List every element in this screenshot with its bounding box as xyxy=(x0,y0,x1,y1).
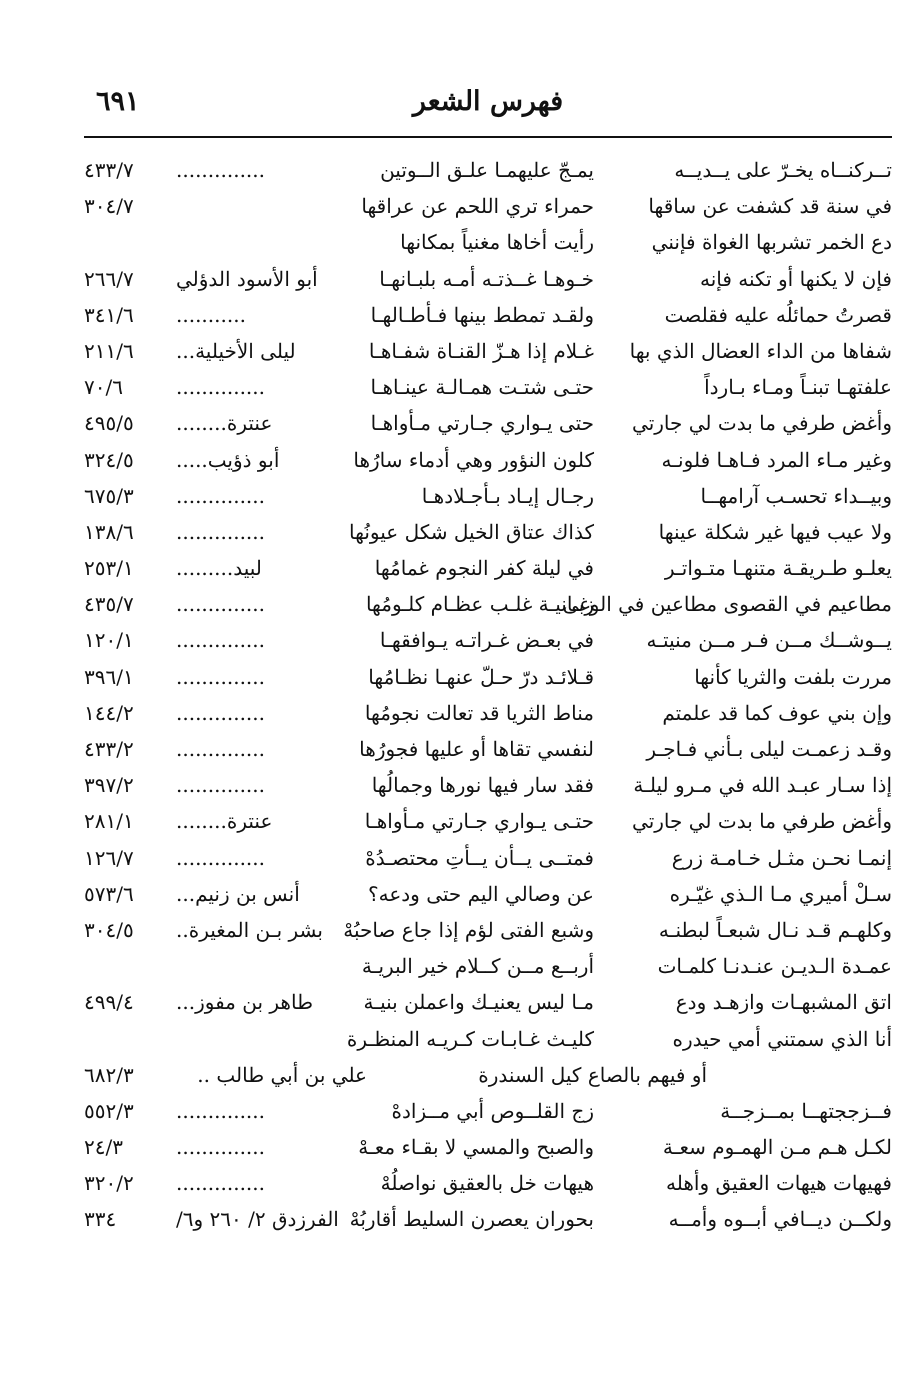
page-reference: ٢٥٣/١ xyxy=(84,556,134,581)
index-entry xyxy=(84,333,892,369)
page-reference: ١٢٠/١ xyxy=(84,628,134,653)
verse-first-hemistich: مطاعيم في القصوى مطاعين في الوغى xyxy=(562,592,892,617)
poet-name: .............. xyxy=(176,845,266,870)
page-reference: ٥٧٣/٦ xyxy=(84,881,134,906)
index-entry xyxy=(84,188,892,224)
verse-first-hemistich: فهيهات هيهات العقيق وأهله xyxy=(666,1171,892,1196)
page-reference: ٢١١/٦ xyxy=(84,338,134,363)
index-entry xyxy=(84,1021,892,1057)
index-entry xyxy=(84,840,892,876)
page-reference: ٦٨٢/٣ xyxy=(84,1062,134,1087)
verse-second-hemistich: فقد سار فيها نورها وجمالُها xyxy=(371,773,594,798)
page-reference: ٣٩٧/٢ xyxy=(84,773,134,798)
verse-second-hemistich: حتى يـواري جـارتي مـأواهـا xyxy=(370,411,594,436)
index-entry xyxy=(84,550,892,586)
verse-first-hemistich: وإن بني عوف كما قد علمتم xyxy=(662,700,892,725)
verse-first-hemistich: أنا الذي سمتني أمي حيدره xyxy=(672,1026,892,1051)
verse-second-hemistich: قـلائـد درّ حـلّ عنهـا نظـامُها xyxy=(368,664,594,689)
verse-second-hemistich: رجـال إيـاد بـأجـلادهـا xyxy=(421,483,594,508)
poet-name: لبيد......... xyxy=(176,556,262,581)
page-reference: ٣٠٤/٥ xyxy=(84,917,134,942)
index-entry xyxy=(84,297,892,333)
poet-name: علي بن أبي طالب .. xyxy=(197,1062,367,1087)
verse-first-hemistich: فــزججتهــا بمــزجــة xyxy=(720,1098,892,1123)
verse-first-hemistich: شفاها من الداء العضال الذي بها xyxy=(629,338,892,363)
verse-second-hemistich: هيهات خل بالعقيق نواصلُهْ xyxy=(380,1171,594,1196)
index-entry xyxy=(84,442,892,478)
poet-name: .............. xyxy=(176,592,266,617)
page-header xyxy=(88,86,888,132)
page-reference: ٢٤/٣ xyxy=(84,1135,123,1160)
poet-name: ليلى الأخيلية... xyxy=(176,338,296,363)
page-reference: ٤٩٥/٥ xyxy=(84,411,134,436)
index-entry xyxy=(84,369,892,405)
verse-line: أو فيهم بالصاع كيل السندرة xyxy=(478,1062,707,1087)
index-entry xyxy=(84,1057,892,1093)
index-entry xyxy=(84,1093,892,1129)
page-reference: ٦٧٥/٣ xyxy=(84,483,134,508)
header-rule xyxy=(84,136,892,138)
page-reference: ٥٥٢/٣ xyxy=(84,1098,134,1123)
poet-name: الفرزدق ٢/ ٢٦٠ و٦/ xyxy=(176,1207,339,1232)
verse-second-hemistich: مـا ليس يعنيـك واعملن بنيـة xyxy=(363,990,594,1015)
index-entry xyxy=(84,1129,892,1165)
verse-second-hemistich: كذاك عتاق الخيل شكل عيونُها xyxy=(349,519,594,544)
verse-second-hemistich: رأيت أخاها مغنياً بمكانها xyxy=(400,230,594,255)
verse-first-hemistich: فإن لا يكنها أو تكنه فإنه xyxy=(699,266,892,291)
verse-first-hemistich: علفتهـا تبنـاً ومـاء بـارداً xyxy=(704,375,892,400)
poet-name: .............. xyxy=(176,773,266,798)
verse-first-hemistich: إنمـا نحـن مثـل خـامـة زرع xyxy=(671,845,892,870)
page-number: ٦٩١ xyxy=(96,86,140,117)
verse-second-hemistich: في ليلة كفر النجوم غمامُها xyxy=(374,556,594,581)
page-reference: ٤٣٥/٧ xyxy=(84,592,134,617)
index-entry xyxy=(84,767,892,803)
page-reference: ٢٦٦/٧ xyxy=(84,266,134,291)
verse-second-hemistich: كليـث غـابـات كـريـه المنظـرة xyxy=(346,1026,594,1051)
poet-name: .............. xyxy=(176,1098,266,1123)
verse-first-hemistich: يعلـو طـريقـة متنهـا متـواتـر xyxy=(664,556,892,581)
verse-first-hemistich: يــوشــك مــن فـر مــن منيتـه xyxy=(646,628,892,653)
index-entry xyxy=(84,478,892,514)
verse-second-hemistich: عن وصالي اليم حتى ودعه؟ xyxy=(368,881,594,906)
index-entry xyxy=(84,984,892,1020)
poet-name: أنس بن زنيم... xyxy=(176,881,300,906)
verse-first-hemistich: وأغض طرفي ما بدت لي جارتي xyxy=(632,809,892,834)
poet-name: .............. xyxy=(176,737,266,761)
index-entry xyxy=(84,1201,892,1237)
page-reference: ١٢٦/٧ xyxy=(84,845,134,870)
verse-first-hemistich: إذا سـار عبـد الله في مـرو ليلـة xyxy=(633,773,892,798)
verse-second-hemistich: وشبع الفتى لؤم إذا جاع صاحبُهْ xyxy=(343,917,594,942)
verse-second-hemistich: حتـى شتـت همـالـة عينـاهـا xyxy=(370,375,594,400)
index-entry xyxy=(84,803,892,839)
poet-name: ........... xyxy=(176,302,246,327)
verse-second-hemistich: لنفسي تقاها أو عليها فجورُها xyxy=(359,737,594,761)
index-entry xyxy=(84,659,892,695)
index-entry xyxy=(84,152,892,188)
verse-second-hemistich: مناط الثريا قد تعالت نجومُها xyxy=(364,700,594,725)
verse-first-hemistich: وغير مـاء المرد فـاهـا فلونـه xyxy=(661,447,892,472)
verse-second-hemistich: يمـجّ عليهمـا علـق الــوتين xyxy=(380,158,594,182)
poet-name: عنترة........ xyxy=(176,809,273,834)
index-entry xyxy=(84,405,892,441)
verse-second-hemistich: في بعـض غـراتـه يـوافقهـا xyxy=(379,628,594,653)
index-entry xyxy=(84,912,892,948)
verse-second-hemistich: بحوران يعصرن السليط أقاربُهْ xyxy=(349,1207,594,1232)
verse-first-hemistich: تــركنــاه يخـرّ على يــديــه xyxy=(674,158,892,182)
verse-first-hemistich: وأغض طرفي ما بدت لي جارتي xyxy=(632,411,892,436)
verse-second-hemistich: حمراء تري اللحم عن عراقها xyxy=(361,194,594,219)
poet-name: .............. xyxy=(176,158,266,182)
verse-first-hemistich: وبيــداء تحسـب آرامهــا xyxy=(700,483,892,508)
poet-name: .............. xyxy=(176,375,266,400)
poet-name: طاهر بن مفوز... xyxy=(176,990,313,1015)
index-entry xyxy=(84,261,892,297)
index-entry xyxy=(84,876,892,912)
poet-name: أبو الأسود الدؤلي xyxy=(176,266,318,291)
index-entry xyxy=(84,731,892,767)
verse-second-hemistich: زج القلــوص أبي مــزادهْ xyxy=(391,1098,594,1123)
index-entry xyxy=(84,622,892,658)
poet-name: بشر بـن المغيرة.. xyxy=(176,917,323,942)
index-entry xyxy=(84,514,892,550)
verse-second-hemistich: فمتــى يــأن يــأتِ محتصـدُهْ xyxy=(365,845,594,870)
poet-name: .............. xyxy=(176,483,266,508)
verse-second-hemistich: خـوهـا غــذتـه أمـه بلبـانهـا xyxy=(379,266,594,291)
verse-first-hemistich: وقـد زعمـت ليلى بـأني فـاجـر xyxy=(646,737,892,761)
page-reference: ١٣٨/٦ xyxy=(84,519,134,544)
verse-second-hemistich: غـلام إذا هـزّ القنـاة شفـاهـا xyxy=(368,338,594,363)
poet-name: .............. xyxy=(176,1171,266,1196)
page-title: فهرس الشعر xyxy=(412,86,564,117)
poetry-index-list xyxy=(84,152,892,1238)
page-reference: ٤٩٩/٤ xyxy=(84,990,134,1015)
poet-name: أبو ذؤيب..... xyxy=(176,447,280,472)
index-entry xyxy=(84,1165,892,1201)
index-entry xyxy=(84,948,892,984)
page-reference: ٣٤١/٦ xyxy=(84,302,134,327)
poet-name: .............. xyxy=(176,1135,266,1160)
verse-second-hemistich: والصبح والمسي لا بقـاء معـهْ xyxy=(358,1135,594,1160)
page-reference: ٣٣٤ xyxy=(84,1207,117,1232)
page-reference: ٣٢٠/٢ xyxy=(84,1171,134,1196)
index-entry xyxy=(84,586,892,622)
verse-first-hemistich: ولكــن ديــافي أبــوه وأمــه xyxy=(668,1207,892,1232)
page-reference: ٣٠٤/٧ xyxy=(84,194,134,219)
page-reference: ٤٣٣/٧ xyxy=(84,158,134,182)
verse-second-hemistich: حتـى يـواري جـارتي مـأواهـا xyxy=(364,809,594,834)
verse-first-hemistich: اتق المشبهـات وازهـد ودع xyxy=(675,990,892,1015)
page-reference: ١٤٤/٢ xyxy=(84,700,134,725)
poet-name: عنترة........ xyxy=(176,411,273,436)
page-reference: ٧٠/٦ xyxy=(84,375,123,400)
verse-second-hemistich: ولقـد تمطط بينها فـأطـالهـا xyxy=(370,302,594,327)
verse-first-hemistich: عمـدة الـديـن عنـدنـا كلمـات xyxy=(657,954,892,979)
index-entry xyxy=(84,224,892,260)
page-reference: ٤٣٣/٢ xyxy=(84,737,134,761)
index-entry xyxy=(84,695,892,731)
verse-first-hemistich: وكلهـم قـد نـال شبعـاً لبطنـه xyxy=(658,917,892,942)
page-reference: ٢٨١/١ xyxy=(84,809,134,834)
page-reference: ٣٢٤/٥ xyxy=(84,447,134,472)
verse-first-hemistich: قصرتُ حمائلُه عليه فقلصت xyxy=(664,302,892,327)
verse-second-hemistich: كلون النؤور وهي أدماء سارُها xyxy=(353,447,594,472)
poet-name: .............. xyxy=(176,628,266,653)
page-reference: ٣٩٦/١ xyxy=(84,664,134,689)
poet-name: .............. xyxy=(176,700,266,725)
verse-first-hemistich: في سنة قد كشفت عن ساقها xyxy=(648,194,892,219)
verse-second-hemistich: زبـانيـة غلـب عظـام كلـومُها xyxy=(365,592,594,617)
verse-first-hemistich: مررت بلفت والثريا كأنها xyxy=(694,664,892,689)
verse-first-hemistich: دع الخمر تشربها الغواة فإنني xyxy=(651,230,892,255)
poet-name: .............. xyxy=(176,519,266,544)
verse-second-hemistich: أربــع مــن كــلام خير البريـة xyxy=(361,954,594,979)
verse-first-hemistich: لكـل هـم مـن الهمـوم سعـة xyxy=(662,1135,892,1160)
poet-name: .............. xyxy=(176,664,266,689)
verse-first-hemistich: سـلْ أميري مـا الـذي غيّـره xyxy=(669,881,892,906)
verse-first-hemistich: ولا عيب فيها غير شكلة عينها xyxy=(658,519,892,544)
